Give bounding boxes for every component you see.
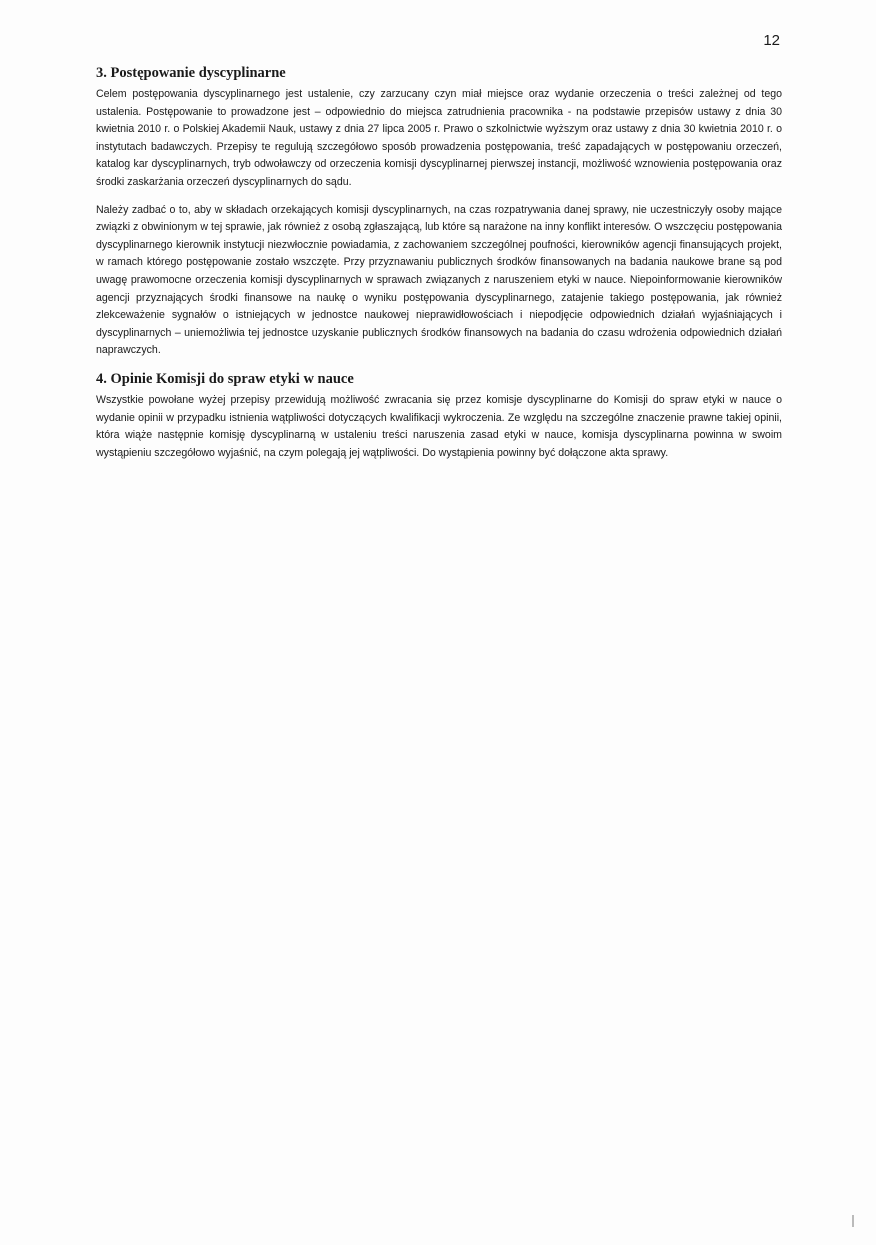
page-number: 12 <box>763 32 780 49</box>
section-disciplinary-proceedings <box>96 64 782 360</box>
paragraph: Należy zadbać o to, aby w składach orzekających komisji dyscyplinarnych, na czas rozpatrywania danej sprawy, nie uczestniczyły osoby mające związki z obwinionym w tej sprawie, jak również z osobą zgłaszającą, lub które są narażone na inny konflikt interesów. O wszczęciu postępowania dyscyplinarnego kierownik instytucji niezwłocznie powiadamia, z zachowaniem szczególnej poufności, kierowników agencji finansujących projekt, w ramach którego postępowanie zostało wszczęte. Przy przyznawaniu publicznych środków finansowanych na badania naukowe brane są pod uwagę prawomocne orzeczenia komisji dyscyplinarnych w sprawach związanych z naruszeniem etyki w nauce. Niepoinformowanie kierowników agencji przyznających środki finansowe na naukę o wyniku postępowania dyscyplinarnego, zatajenie takiego postępowania, jak również zlekceważenie sygnałów o istniejących w jednostce naukowej nieprawidłowościach i niepodjęcie odpowiednich działań wyjaśniających i dyscyplinarnych – uniemożliwia tej jednostce uzyskanie publicznych środków finansowych na badania do czasu wdrożenia odpowiednich działań naprawczych. <box>96 203 782 357</box>
section-heading: 3. Postępowanie dyscyplinarne <box>96 65 286 81</box>
scan-mark <box>852 1215 854 1227</box>
paragraph: Celem postępowania dyscyplinarnego jest ustalenie, czy zarzucany czyn miał miejsce oraz wydanie orzeczenia o treści zależnej od tego ustalenia. Postępowanie to prowadzone jest – odpowiednio do miejsca zatrudnienia pracownika - na podstawie przepisów ustawy z dnia 30 kwietnia 2010 r. o Polskiej Akademii Nauk, ustawy z dnia 27 lipca 2005 r. Prawo o szkolnictwie wyższym oraz ustawy z dnia 30 kwietnia 2010 r. o instytutach badawczych. Przepisy te regulują szczegółowo sposób prowadzenia postępowania, treść zapadających w postępowaniu orzeczeń, katalog kar dyscyplinarnych, tryb odwoławczy od orzeczenia komisji dyscyplinarnej pierwszej instancji, możliwość wznowienia postępowania oraz środki zaskarżania orzeczeń dyscyplinarnych do sądu. <box>96 88 782 188</box>
section-ethics-committee-opinions <box>96 370 782 462</box>
paragraph: Wszystkie powołane wyżej przepisy przewidują możliwość zwracania się przez komisje dyscyplinarne do Komisji do spraw etyki w nauce o wydanie opinii w przypadku istnienia wątpliwości dotyczących kwalifikacji wykroczenia. Ze względu na szczególne znaczenie prawne takiej opinii, która wiąże następnie komisję dyscyplinarną w ustaleniu treści naruszenia zasad etyki w nauce, komisja dyscyplinarna powinna w swoim wystąpieniu szczegółowo wyjaśnić, na czym polegają jej wątpliwości. Do wystąpienia powinny być dołączone akta sprawy. <box>96 393 782 459</box>
section-heading: 4. Opinie Komisji do spraw etyki w nauce <box>96 370 354 387</box>
page-content <box>96 64 782 472</box>
